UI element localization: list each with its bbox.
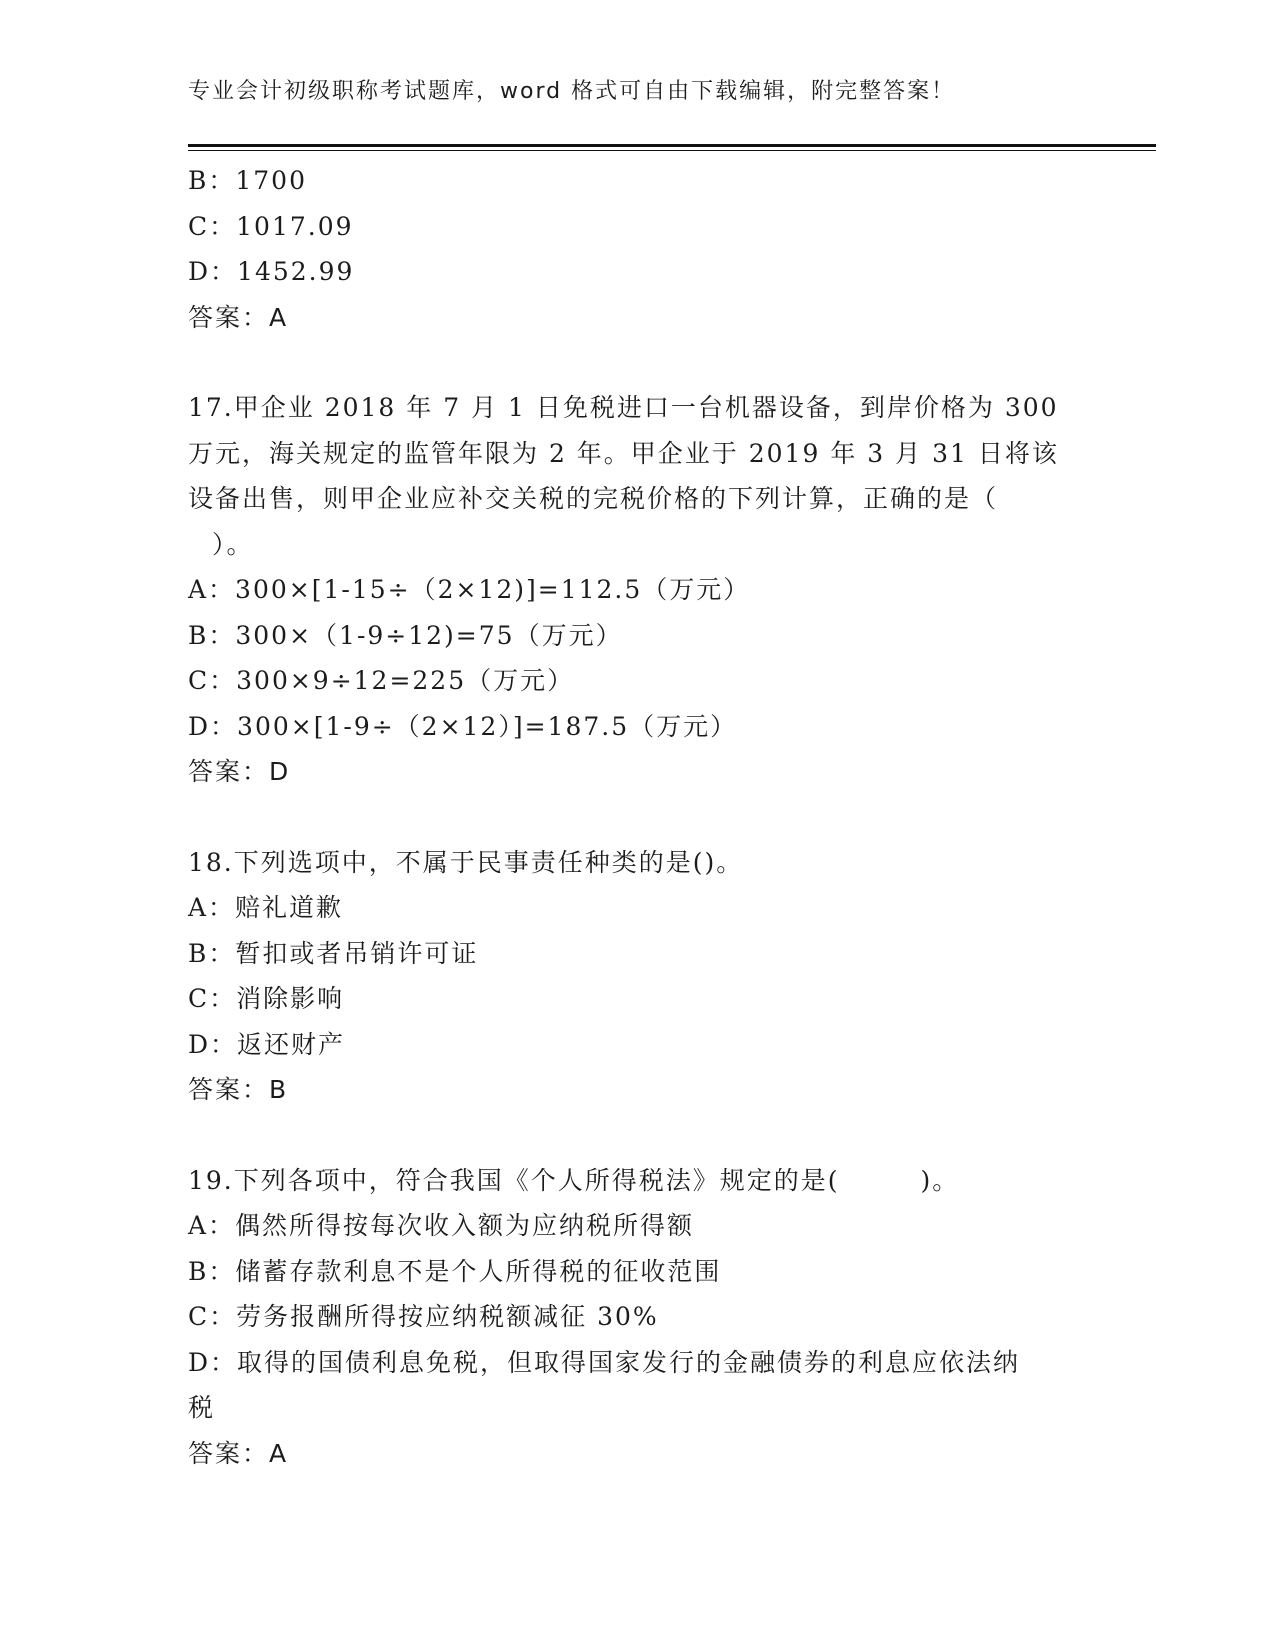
option-d: D：返还财产 xyxy=(188,1029,346,1059)
option-c: C：劳务报酬所得按应纳税额减征 30% xyxy=(188,1302,659,1331)
option-d: D：300×[1-9÷（2×12）]=187.5（万元） xyxy=(188,711,738,741)
previous-question-tail xyxy=(188,158,1068,340)
answer-line: 答案：A xyxy=(188,302,289,332)
header-rule-thick xyxy=(188,144,1156,147)
option-a: A：赔礼道歉 xyxy=(188,893,344,922)
answer-line: 答案：D xyxy=(188,757,291,786)
option-a: A：偶然所得按每次收入额为应纳税所得额 xyxy=(188,1211,695,1240)
option-d-continuation: 税 xyxy=(188,1393,216,1422)
option-d: D：取得的国债利息免税，但取得国家发行的金融债券的利息应依法纳 xyxy=(188,1347,1021,1377)
question-text-line: 17.甲企业 2018 年 7 月 1 日免税进口一台机器设备，到岸价格为 300 xyxy=(188,393,1059,422)
option-b: B：300×（1-9÷12)=75（万元） xyxy=(188,620,623,650)
option-b: B：储蓄存款利息不是个人所得税的征收范围 xyxy=(188,1256,722,1286)
option-b: B：暂扣或者吊销许可证 xyxy=(188,938,479,968)
option-b: B：1700 xyxy=(188,166,307,195)
document-body xyxy=(188,158,1068,1476)
option-a: A：300×[1-15÷（2×12)]=112.5（万元） xyxy=(188,575,751,604)
question-19 xyxy=(188,1158,1068,1477)
question-text-line: 19.下列各项中，符合我国《个人所得税法》规定的是( )。 xyxy=(188,1165,960,1195)
question-18 xyxy=(188,840,1068,1113)
answer-line: 答案：B xyxy=(188,1075,289,1104)
question-text-line: 设备出售，则甲企业应补交关税的完税价格的下列计算，正确的是（ xyxy=(188,484,999,513)
option-c: C：1017.09 xyxy=(188,211,354,241)
question-17 xyxy=(188,385,1068,795)
question-text-line: 18.下列选项中，不属于民事责任种类的是()。 xyxy=(188,847,744,877)
option-c: C：消除影响 xyxy=(188,984,345,1013)
page-header: 专业会计初级职称考试题库，word 格式可自由下载编辑，附完整答案！ xyxy=(188,79,956,104)
answer-line: 答案：A xyxy=(188,1438,289,1468)
header-rule-thin xyxy=(188,150,1156,151)
option-c: C：300×9÷12=225（万元） xyxy=(188,666,575,695)
question-text-line: 万元，海关规定的监管年限为 2 年。甲企业于 2019 年 3 月 31 日将该 xyxy=(188,438,1059,468)
option-d: D：1452.99 xyxy=(188,257,355,286)
question-text-line: ）。 xyxy=(212,529,254,559)
